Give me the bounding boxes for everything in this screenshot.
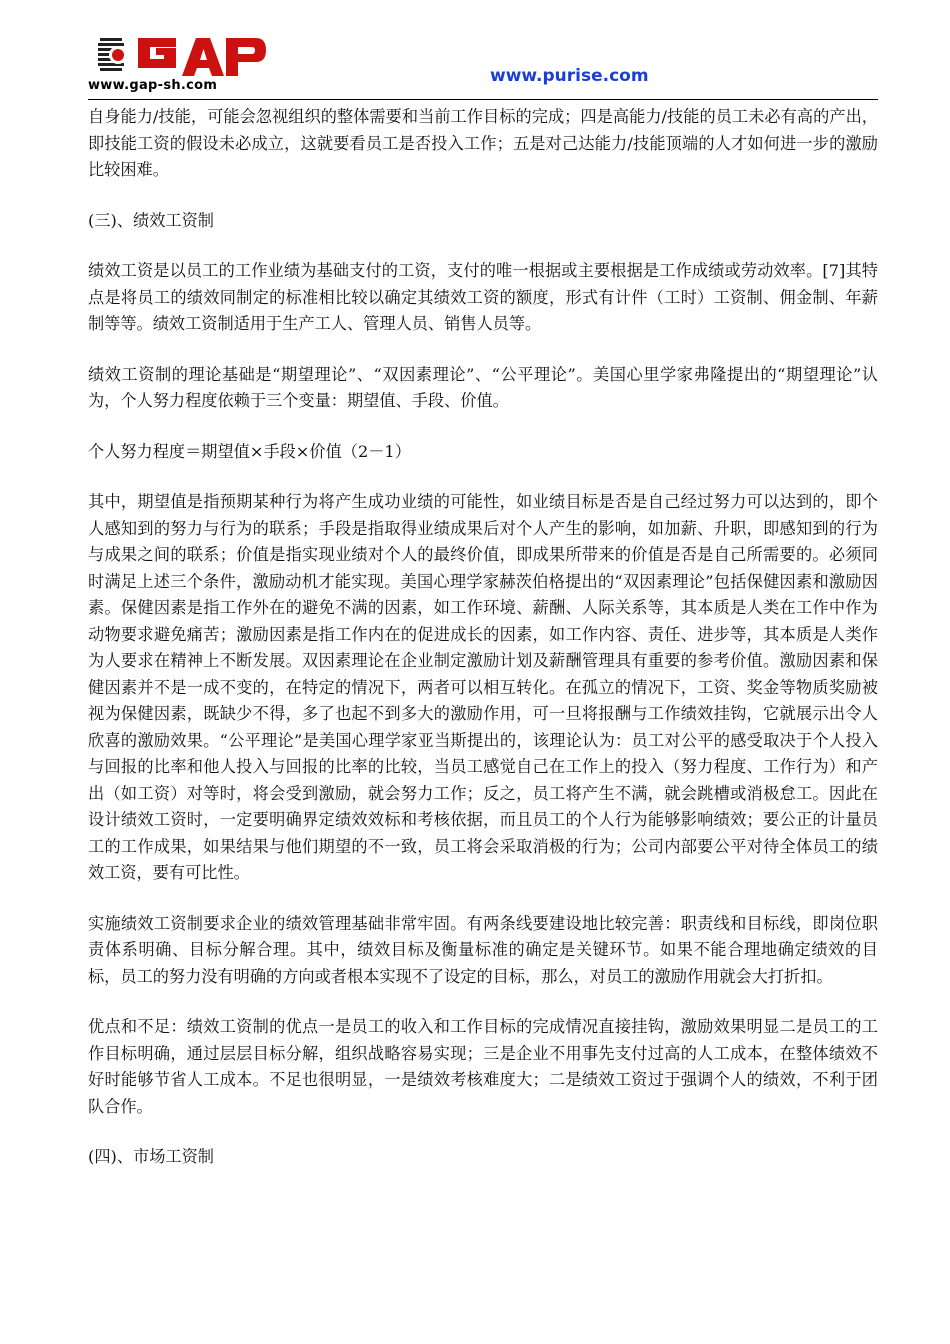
paragraph: 其中，期望值是指预期某种行为将产生成功业绩的可能性，如业绩目标是否是自己经过努力可以达到的，即个人感知到的努力与行为的联系；手段是指取得业绩成果后对个人产生的影响，如加薪、升职，即感知到的行为与成果之间的联系；价值是指实现业绩对个人的最终价值，即成果所带来的价值是否是自己所需要的。必须同时满足上述三个条件，激励动机才能实现。美国心理学家赫茨伯格提出的“双因素理论”包括保健因素和激励因素。保健因素是指工作外在的避免不满的因素，如工作环境、薪酬、人际关系等，其本质是人类在工作中作为动物要求避免痛苦；激励因素是指工作内在的促进成长的因素，如工作内容、责任、进步等，其本质是人类作为人要求在精神上不断发展。双因素理论在企业制定激励计划及薪酬管理具有重要的参考价值。激励因素和保健因素并不是一成不变的，在特定的情况下，两者可以相互转化。在孤立的情况下，工资、奖金等物质奖励被视为保健因素，既缺少不得，多了也起不到多大的激励作用，可一旦将报酬与工作绩效挂钩，它就展示出令人欣喜的激励效果。“公平理论”是美国心理学家亚当斯提出的，该理论认为：员工对公平的感受取决于个人投入与回报的比率和他人投入与回报的比率的比较，当员工感觉自己在工作上的投入（努力程度、工作行为）和产出（如工资）对等时，将会受到激励，就会努力工作；反之，员工将产生不满，就会跳槽或消极怠工。因此在设计绩效工资时，一定要明确界定绩效效标和考核依据，而且员工的个人行为能够影响绩效；要公正的计量员工的工作成果，如果结果与他们期望的不一致，员工将会采取消极的行为；公司内部要公平对待全体员工的绩效工资，要有可比性。 <box>88 492 878 882</box>
header-divider <box>88 99 878 100</box>
paragraph: 实施绩效工资制要求企业的绩效管理基础非常牢固。有两条线要建设地比较完善：职责线和目标线，即岗位职责体系明确、目标分解合理。其中，绩效目标及衡量标准的确定是关键环节。如果不能合理地确定绩效的目标，员工的努力没有明确的方向或者根本实现不了设定的目标，那么，对员工的激励作用就会大打折扣。 <box>88 913 878 986</box>
gap-logo-icon <box>98 32 268 80</box>
paragraph: 自身能力/技能，可能会忽视组织的整体需要和当前工作目标的完成；四是高能力/技能的员工未必有高的产出，即技能工资的假设未必成立，这就要看员工是否投入工作；五是对己达能力/技能顶端的人才如何进一步的激励比较困难。 <box>88 107 878 179</box>
page-header <box>88 28 878 102</box>
paragraph: 绩效工资制的理论基础是“期望理论”、“双因素理论”、“公平理论”。美国心里学家弗隆提出的“期望理论”认为，个人努力程度依赖于三个变量：期望值、手段、价值。 <box>88 364 878 410</box>
site-url-link[interactable]: www.purise.com <box>490 66 649 86</box>
formula: 个人努力程度＝期望值×手段×价值（2－1） <box>88 441 411 461</box>
logo-url[interactable]: www.gap-sh.com <box>88 78 218 93</box>
section-heading: (四)、市场工资制 <box>88 1147 214 1166</box>
paragraph: 优点和不足：绩效工资制的优点一是员工的收入和工作目标的完成情况直接挂钩，激励效果明显二是员工的工作目标明确，通过层层目标分解，组织战略容易实现；三是企业不用事先支付过高的人工成本，在整体绩效不好时能够节省人工成本。不足也很明显，一是绩效考核难度大；二是绩效工资过于强调个人的绩效，不利于团队合作。 <box>88 1017 878 1116</box>
section-heading: (三)、绩效工资制 <box>88 210 214 230</box>
gap-logo <box>98 32 268 80</box>
paragraph: 绩效工资是以员工的工作业绩为基础支付的工资，支付的唯一根据或主要根据是工作成绩或劳动效率。[7]其特点是将员工的绩效同制定的标准相比较以确定其绩效工资的额度，形式有计件（工时）工资制、佣金制、年薪制等等。绩效工资制适用于生产工人、管理人员、销售人员等。 <box>88 261 878 333</box>
document-body <box>88 104 878 1195</box>
